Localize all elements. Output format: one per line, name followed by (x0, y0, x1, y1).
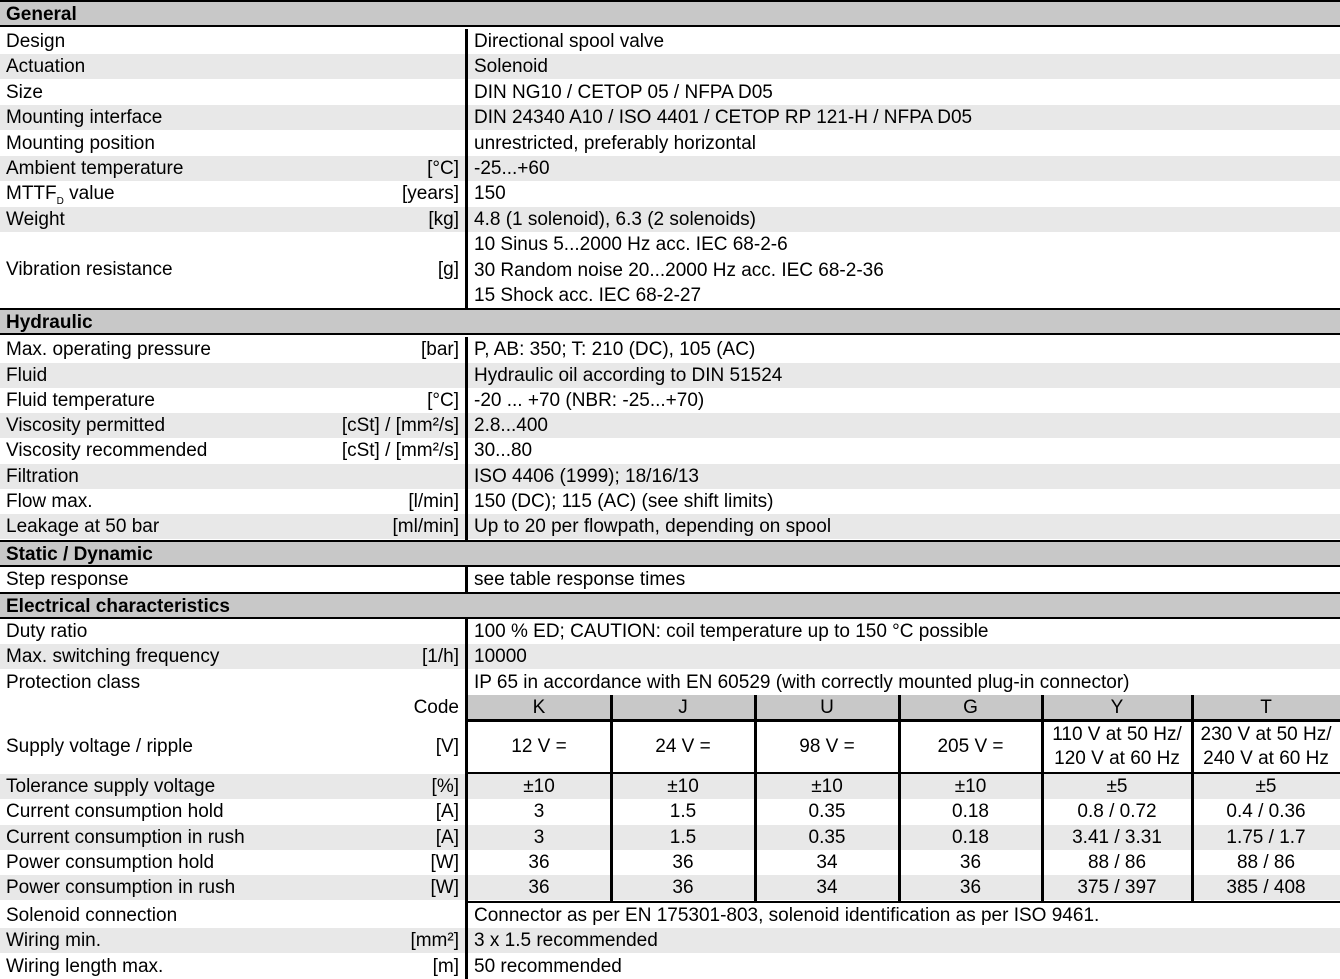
spec-unit: [bar] (420, 339, 459, 361)
spec-unit: [°C] (427, 158, 459, 179)
spec-value: 30...80 (474, 440, 533, 462)
vibration-row (0, 232, 1340, 308)
spec-unit: [W] (430, 877, 459, 899)
spec-value: 15 Shock acc. IEC 68-2-27 (474, 285, 702, 307)
code-cell-T: T (1192, 695, 1340, 720)
spec-value: Connector as per EN 175301-803, solenoid identification as per ISO 9461. (474, 904, 1100, 926)
footer-row (0, 903, 1340, 928)
code-table-value: 3 (533, 826, 545, 848)
spec-unit: [1/h] (422, 646, 459, 668)
code-table-value: 88 / 86 (1236, 852, 1296, 873)
footer-row (0, 928, 1340, 953)
spec-label: Max. switching frequency (6, 646, 220, 668)
spec-value: 10 Sinus 5...2000 Hz acc. IEC 68-2-6 (474, 234, 788, 256)
spec-label: Solenoid connection (6, 904, 178, 926)
spec-label: Size (6, 81, 43, 103)
code-table-value: 36 (528, 852, 550, 873)
spec-label: Wiring length max. (6, 955, 164, 977)
spec-value: ISO 4406 (1999); 18/16/13 (474, 465, 699, 487)
supply-voltage-value: 110 V at 50 Hz/ (1052, 723, 1182, 745)
general-row (0, 156, 1340, 181)
supply-voltage-value: 12 V = (511, 735, 567, 757)
electrical-row (0, 644, 1340, 669)
hydraulic-row (0, 337, 1340, 362)
spec-value: Up to 20 per flowpath, depending on spool (474, 516, 832, 538)
hydraulic-row (0, 464, 1340, 489)
spec-unit: [mm²] (410, 930, 459, 952)
spec-label: Weight (6, 208, 65, 230)
code-table-value: 375 / 397 (1077, 877, 1157, 899)
spec-label-subscript: D (56, 196, 64, 208)
hydraulic-row (0, 489, 1340, 514)
spec-unit: [years] (401, 183, 459, 205)
spec-unit: [cSt] / [mm²/s] (341, 415, 459, 437)
spec-label: Viscosity permitted (6, 415, 166, 437)
section-header-electrical: Electrical characteristics (0, 592, 1340, 619)
code-column-divider (1041, 695, 1044, 901)
spec-unit: [A] (435, 801, 459, 823)
code-table-value: ±10 (523, 775, 555, 797)
supply-voltage-value: 230 V at 50 Hz/ (1200, 723, 1332, 745)
spec-label: Viscosity recommended (6, 440, 208, 462)
code-column-divider (1191, 695, 1194, 901)
electrical-row (0, 670, 1340, 695)
general-row (0, 181, 1340, 206)
code-table-row (0, 825, 1340, 850)
spec-unit: [kg] (428, 208, 459, 230)
general-row (0, 131, 1340, 156)
spec-unit: [m] (432, 955, 459, 977)
code-table-value: ±10 (667, 775, 699, 797)
code-table-value: 1.5 (669, 801, 697, 823)
electrical-row (0, 619, 1340, 644)
code-table-row (0, 875, 1340, 900)
spec-label: Current consumption in rush (6, 826, 245, 848)
code-table-value: 3 (533, 801, 545, 823)
spec-value: 3 x 1.5 recommended (474, 930, 658, 952)
spec-value: P, AB: 350; T: 210 (DC), 105 (AC) (474, 339, 756, 361)
spec-unit: [°C] (427, 389, 459, 411)
code-table-value: 36 (672, 852, 694, 873)
code-table-row (0, 799, 1340, 824)
hydraulic-row (0, 413, 1340, 438)
section-header-static: Static / Dynamic (0, 540, 1340, 567)
code-table-value: 1.75 / 1.7 (1226, 826, 1306, 848)
code-table-value: 34 (816, 877, 838, 899)
general-row (0, 54, 1340, 79)
general-row (0, 105, 1340, 130)
code-table-value: ±10 (954, 775, 987, 797)
spec-value: unrestricted, preferably horizontal (474, 132, 756, 154)
general-row (0, 80, 1340, 105)
general-row (0, 29, 1340, 54)
spec-label: Fluid (6, 364, 48, 386)
spec-label: Step response (6, 568, 129, 590)
spec-label: Flow max. (6, 491, 93, 512)
supply-voltage-value: 98 V = (799, 735, 855, 757)
supply-voltage-value: 205 V = (937, 735, 1004, 757)
spec-unit: [W] (430, 852, 459, 873)
code-table-row (0, 774, 1340, 799)
spec-unit: [l/min] (408, 491, 459, 512)
spec-label: Actuation (6, 56, 86, 78)
label-value-divider (465, 29, 468, 308)
spec-label: Mounting interface (6, 107, 163, 129)
spec-value: 50 recommended (474, 955, 622, 977)
spec-value: DIN 24340 A10 / ISO 4401 / CETOP RP 121-H / NFPA D05 (474, 107, 973, 129)
spec-value: -25...+60 (474, 158, 550, 179)
code-table-value: 34 (816, 852, 838, 873)
spec-value: 150 (474, 183, 506, 205)
code-cell-J: J (611, 695, 755, 720)
label-value-divider (465, 337, 468, 539)
general-row (0, 207, 1340, 232)
spec-value: 2.8...400 (474, 415, 548, 437)
spec-label: Protection class (6, 671, 141, 693)
hydraulic-row (0, 514, 1340, 539)
code-label: Code (413, 696, 459, 718)
code-table-value: 36 (528, 877, 550, 899)
spec-label: Power consumption in rush (6, 877, 236, 899)
code-cell-Y: Y (1042, 695, 1192, 720)
code-table-value: 36 (959, 877, 982, 899)
spec-label: Tolerance supply voltage (6, 775, 216, 797)
spec-label: Fluid temperature (6, 389, 155, 411)
spec-unit: [V] (435, 735, 459, 757)
spec-unit: [%] (431, 775, 459, 797)
code-column-divider (898, 695, 901, 901)
code-row (0, 695, 1340, 720)
spec-label: Max. operating pressure (6, 339, 211, 361)
spec-label: Leakage at 50 bar (6, 516, 160, 538)
spec-value: 30 Random noise 20...2000 Hz acc. IEC 68-2-36 (474, 259, 884, 281)
spec-label: Current consumption hold (6, 801, 224, 823)
spec-label: Design (6, 31, 66, 52)
spec-unit: [ml/min] (392, 516, 459, 538)
hydraulic-row (0, 438, 1340, 463)
spec-value: 100 % ED; CAUTION: coil temperature up to 150 °C possible (474, 620, 989, 642)
spec-value: Directional spool valve (474, 31, 665, 52)
label-value-divider (465, 619, 468, 979)
label-value-divider (465, 567, 468, 592)
spec-value: 10000 (474, 646, 527, 668)
spec-label: MTTF (6, 183, 57, 205)
code-table-value: 0.18 (952, 801, 989, 823)
spec-unit: [cSt] / [mm²/s] (341, 440, 459, 462)
footer-row (0, 954, 1340, 979)
code-table-value: 1.5 (669, 826, 697, 848)
code-cell-U: U (755, 695, 899, 720)
section-header-hydraulic: Hydraulic (0, 308, 1340, 335)
code-table-value: 385 / 408 (1226, 877, 1306, 899)
code-table-row (0, 850, 1340, 875)
code-column-divider (610, 695, 613, 901)
spec-value: Hydraulic oil according to DIN 51524 (474, 364, 783, 386)
code-cell-G: G (899, 695, 1042, 720)
code-table-value: 0.18 (952, 826, 989, 848)
spec-label-suffix: value (63, 183, 115, 205)
supply-voltage-value: 240 V at 60 Hz (1203, 747, 1329, 769)
code-table-value: 88 / 86 (1087, 852, 1147, 873)
spec-unit: [g] (437, 259, 459, 281)
spec-label: Ambient temperature (6, 158, 184, 179)
spec-value: 150 (DC); 115 (AC) (see shift limits) (474, 491, 774, 512)
spec-label: Mounting position (6, 132, 155, 154)
spec-value: Solenoid (474, 56, 548, 78)
spec-label: Wiring min. (6, 930, 102, 952)
hydraulic-row (0, 363, 1340, 388)
spec-label: Duty ratio (6, 620, 88, 642)
supply-voltage-value: 120 V at 60 Hz (1054, 747, 1180, 769)
code-cell-K: K (467, 695, 611, 720)
code-table-value: 0.35 (808, 801, 846, 823)
spec-label: Power consumption hold (6, 852, 215, 873)
code-table-value: 0.35 (808, 826, 846, 848)
spec-value: 4.8 (1 solenoid), 6.3 (2 solenoids) (474, 208, 756, 230)
supply-voltage-value: 24 V = (655, 735, 711, 757)
code-table-value: ±5 (1106, 775, 1128, 797)
code-table-value: ±10 (811, 775, 843, 797)
supply-voltage-row (0, 722, 1340, 772)
spec-value: DIN NG10 / CETOP 05 / NFPA D05 (474, 81, 773, 103)
spec-value: -20 ... +70 (NBR: -25...+70) (474, 389, 705, 411)
section-header-general: General (0, 0, 1340, 27)
code-table-value: 36 (959, 852, 982, 873)
code-table-value: 3.41 / 3.31 (1072, 826, 1162, 848)
spec-label: Supply voltage / ripple (6, 735, 193, 757)
hydraulic-row (0, 388, 1340, 413)
static-row (0, 567, 1340, 592)
spec-label: Vibration resistance (6, 259, 173, 281)
code-table-value: 36 (672, 877, 694, 899)
code-table-value: ±5 (1255, 775, 1277, 797)
code-table-value: 0.8 / 0.72 (1077, 801, 1157, 823)
spec-label: Filtration (6, 465, 79, 487)
code-table-value: 0.4 / 0.36 (1226, 801, 1306, 823)
spec-unit: [A] (435, 826, 459, 848)
code-column-divider (754, 695, 757, 901)
spec-value: see table response times (474, 568, 686, 590)
spec-value: IP 65 in accordance with EN 60529 (with correctly mounted plug-in connector) (474, 671, 1130, 693)
